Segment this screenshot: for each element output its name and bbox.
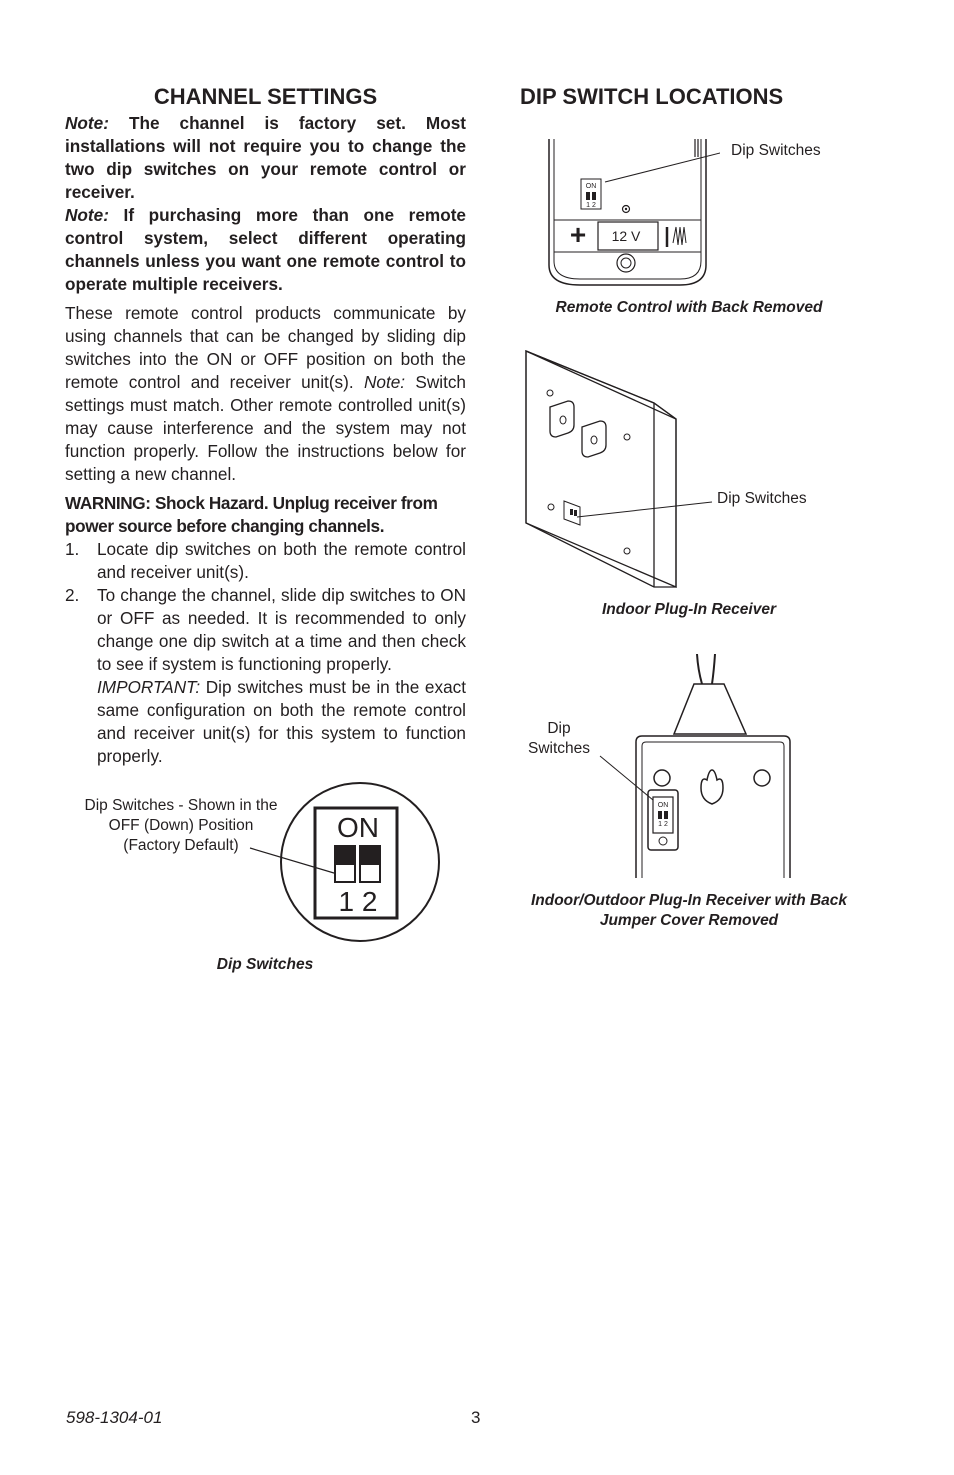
body-paragraph: These remote control products communicate by using channels that can be changed by sliding dip switches into the ON or OFF position on both the remote control and receiver unit(s). Note: Switch settings must match. Other remote controlled unit(s) may cause interference and the system may not function properly. Follow the instructions below for setting a new channel. — [65, 303, 466, 484]
note-text: If purchasing more than one remote control system, select different operating channels unless you want one remote control to operate multiple receivers. — [65, 205, 466, 294]
list-item: 2. To change the channel, slide dip switches to ON or OFF as needed. It is recommended to only change one dip switch at a time and then check to see if system is functioning properly. IMPORTANT: Dip switches must be in the exact same configuration on both the remote control and receiver unit(s) for this system to function properly. — [65, 585, 466, 766]
indoor-receiver-caption: Indoor Plug-In Receiver — [602, 601, 776, 618]
channel-settings-heading: CHANNEL SETTINGS — [153, 84, 378, 109]
important-label: IMPORTANT: — [97, 677, 201, 697]
dip-switch-callout-label: Dip Switches - Shown in the OFF (Down) Position (Factory Default) — [84, 797, 278, 854]
button-icon — [617, 254, 635, 272]
note-text: The channel is factory set. Most installations will not require you to change the two dip switches on your remote control or receiver. — [65, 113, 466, 202]
note-factory-set — [65, 112, 466, 204]
dip-switch-2-slider — [361, 847, 379, 865]
shock-warning: WARNING: Shock Hazard. Unplug receiver from power source before changing channels. — [65, 493, 438, 536]
left-column — [65, 84, 466, 768]
dip-on-text: ON — [337, 812, 379, 843]
document-number: 598-1304-01 — [66, 1408, 163, 1427]
dip-switch-1-slider — [336, 847, 354, 865]
remote-control-figure — [540, 135, 720, 290]
list-item: 1. Locate dip switches on both the remote control and receiver unit(s). — [65, 539, 466, 582]
battery-voltage: 12 V — [611, 228, 641, 244]
note-label: Note: — [65, 113, 109, 133]
svg-text:ON: ON — [585, 183, 597, 190]
svg-text:1 2: 1 2 — [658, 821, 668, 828]
receiver-dip-label: Dip Switches — [717, 490, 807, 507]
right-column — [520, 84, 890, 110]
remote-dip-label: Dip Switches — [731, 142, 821, 159]
body-note-label: Note: — [363, 372, 406, 392]
dip-switches-caption: Dip Switches — [216, 956, 314, 973]
battery-spring-icon — [673, 227, 686, 245]
svg-text:ON: ON — [657, 802, 669, 809]
outdoor-receiver-figure — [590, 650, 800, 885]
cord-strain-relief — [674, 684, 746, 734]
callout-line — [605, 151, 720, 182]
cord — [697, 654, 702, 684]
indoor-receiver-figure — [520, 345, 820, 595]
cord — [712, 654, 715, 684]
important-text: Dip switches must be in the exact same configuration on both the remote control and receiver unit(s) for this system to function properly. — [97, 677, 466, 766]
note-multiple-systems — [65, 204, 466, 296]
dip-switch-closeup-figure — [240, 780, 450, 950]
outdoor-dip-label: Dip Switches — [527, 720, 591, 757]
dip-switch-locations-heading: DIP SWITCH LOCATIONS — [520, 84, 784, 109]
page-number: 3 — [471, 1408, 481, 1427]
dip-number-text: 1 2 — [338, 886, 378, 917]
svg-text:1 2: 1 2 — [586, 202, 596, 209]
battery-plus-icon: + — [569, 219, 587, 250]
plug-prong — [582, 421, 606, 457]
remote-control-caption: Remote Control with Back Removed — [555, 299, 823, 316]
callout-line — [250, 848, 344, 876]
note-label: Note: — [65, 205, 109, 225]
outdoor-receiver-caption: Indoor/Outdoor Plug-In Receiver with Back Jumper Cover Removed — [530, 892, 848, 929]
plug-prong — [550, 401, 574, 437]
instruction-list — [65, 538, 466, 768]
